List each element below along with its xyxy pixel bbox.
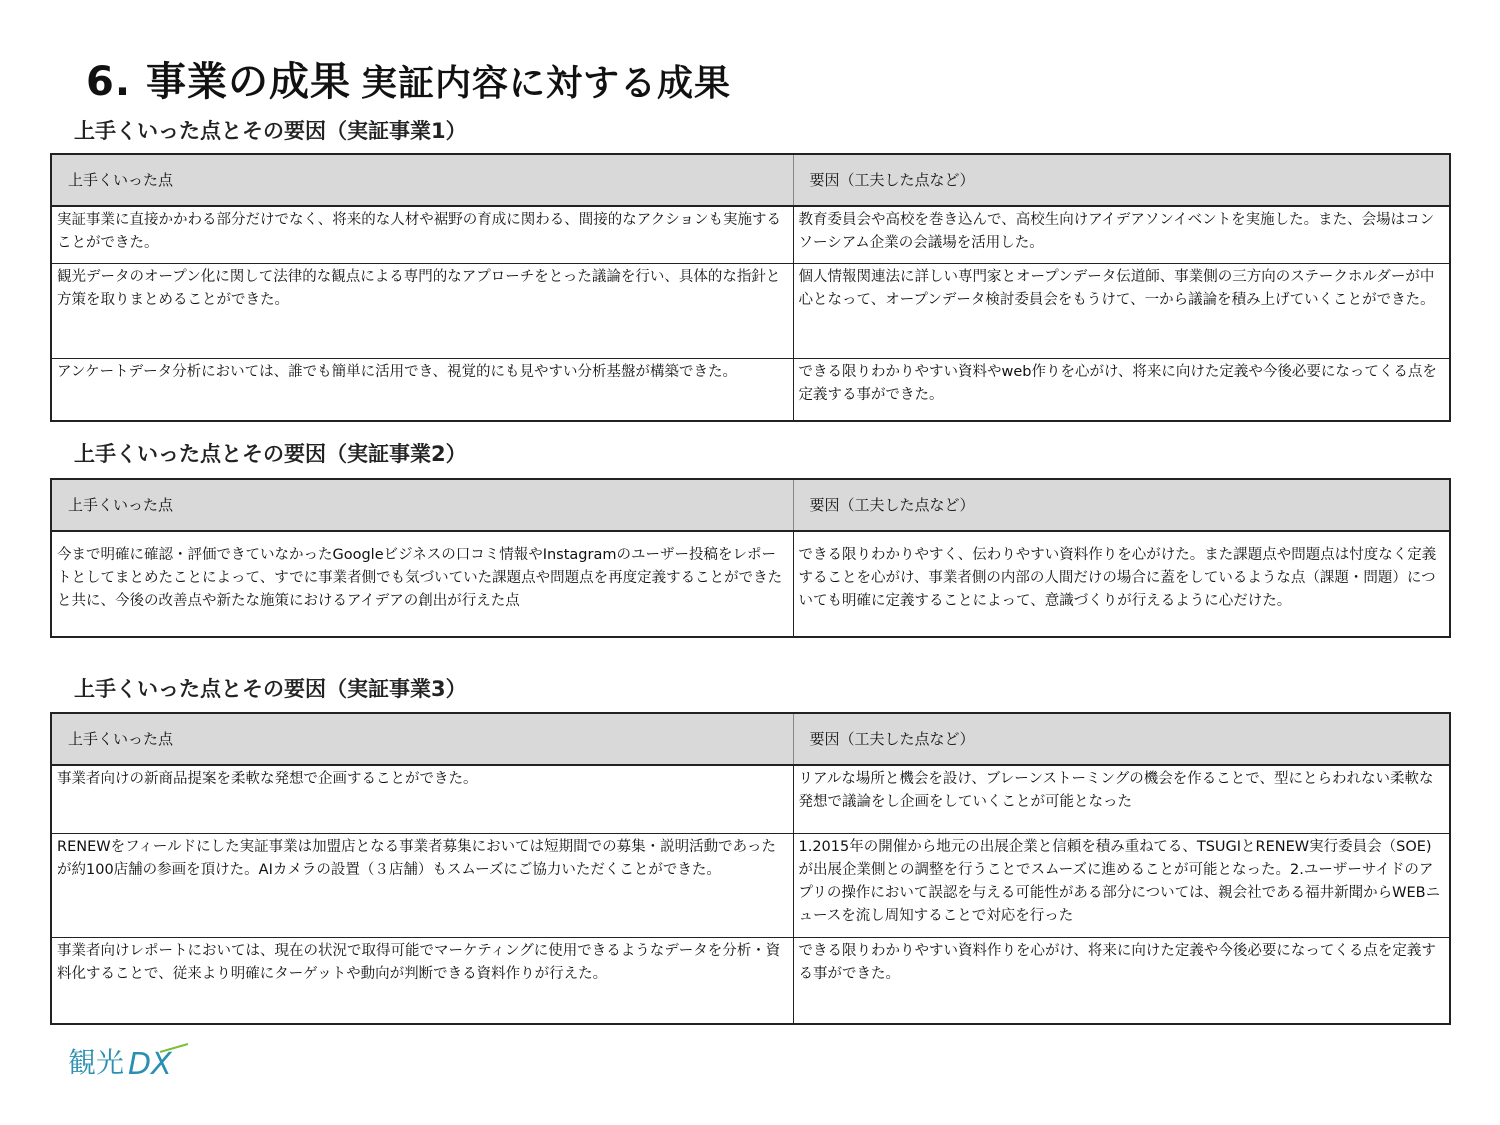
cell-point: 観光データのオープン化に関して法律的な観点による専門的なアプローチをとった議論を行い、具体的な指針と方策を取りまとめることができた。 [51, 263, 793, 358]
cell-factor: 教育委員会や高校を巻き込んで、高校生向けアイデアソンイベントを実施した。また、会場はコンソーシアム企業の会議場を活用した。 [793, 206, 1450, 263]
column-header-point: 上手くいった点 [51, 479, 793, 531]
column-header-factor: 要因（工夫した点など） [793, 154, 1450, 206]
section-heading-3: 上手くいった点とその要因（実証事業3） [74, 677, 467, 701]
cell-factor: できる限りわかりやすい資料作りを心がけ、将来に向けた定義や今後必要になってくる点を定義する事ができた。 [793, 937, 1450, 1024]
cell-factor: 個人情報関連法に詳しい専門家とオープンデータ伝道師、事業側の三方向のステークホルダーが中心となって、オープンデータ検討委員会をもうけて、一から議論を積み上げていくことができた。 [793, 263, 1450, 358]
logo-text-kanko: 観光 [68, 1046, 125, 1079]
page-title-sub: 実証内容に対する成果 [360, 63, 731, 104]
page-title-main: 6. 事業の成果 [86, 59, 351, 105]
section-heading-1: 上手くいった点とその要因（実証事業1） [74, 119, 467, 143]
results-table-2 [50, 478, 1451, 638]
column-header-point: 上手くいった点 [51, 713, 793, 765]
column-header-factor: 要因（工夫した点など） [793, 479, 1450, 531]
cell-point: 事業者向けレポートにおいては、現在の状況で取得可能でマーケティングに使用できるようなデータを分析・資料化することで、従来より明確にターゲットや動向が判断できる資料作りが行えた。 [51, 937, 793, 1024]
table-row [51, 206, 1450, 263]
section-heading-2: 上手くいった点とその要因（実証事業2） [74, 442, 467, 466]
cell-point: アンケートデータ分析においては、誰でも簡単に活用でき、視覚的にも見やすい分析基盤が構築できた。 [51, 358, 793, 421]
table-row [51, 531, 1450, 637]
table-row [51, 833, 1450, 937]
cell-point: 事業者向けの新商品提案を柔軟な発想で企画することができた。 [51, 765, 793, 833]
cell-point: 今まで明確に確認・評価できていなかったGoogleビジネスの口コミ情報やInstagramのユーザー投稿をレポートとしてまとめたことによって、すでに事業者側でも気づいていた課題点や問題点を再度定義することができたと共に、今後の改善点や新たな施策におけるアイデアの創出が行えた点 [51, 531, 793, 637]
table-row [51, 765, 1450, 833]
table-row [51, 263, 1450, 358]
cell-point: RENEWをフィールドにした実証事業は加盟店となる事業者募集においては短期間での募集・説明活動であったが約100店舗の参画を頂けた。AIカメラの設置（３店舗）もスムーズにご協力いただくことができた。 [51, 833, 793, 937]
cell-point: 実証事業に直接かかわる部分だけでなく、将来的な人材や裾野の育成に関わる、間接的なアクションも実施することができた。 [51, 206, 793, 263]
cell-factor: リアルな場所と機会を設け、ブレーンストーミングの機会を作ることで、型にとらわれない柔軟な発想で議論をし企画をしていくことが可能となった [793, 765, 1450, 833]
column-header-factor: 要因（工夫した点など） [793, 713, 1450, 765]
logo-text-dx: DX [128, 1047, 172, 1082]
column-header-point: 上手くいった点 [51, 154, 793, 206]
table-row [51, 937, 1450, 1024]
table-row [51, 358, 1450, 421]
kanko-dx-logo [66, 1040, 196, 1082]
cell-factor: できる限りわかりやすく、伝わりやすい資料作りを心がけた。また課題点や問題点は忖度なく定義することを心がけ、事業者側の内部の人間だけの場合に蓋をしているような点（課題・問題）についても明確に定義することによって、意識づくりが行えるように心だけた。 [793, 531, 1450, 637]
cell-factor: 1.2015年の開催から地元の出展企業と信頼を積み重ねてる、TSUGIとRENEW実行委員会（SOE)が出展企業側との調整を行うことでスムーズに進めることが可能となった。2.ユーザーサイドのアプリの操作において誤認を与える可能性がある部分については、親会社である福井新聞からWEBニュースを流し周知することで対応を行った [793, 833, 1450, 937]
results-table-1 [50, 153, 1451, 422]
cell-factor: できる限りわかりやすい資料やweb作りを心がけ、将来に向けた定義や今後必要になってくる点を定義する事ができた。 [793, 358, 1450, 421]
page-title [86, 50, 731, 107]
results-table-3 [50, 712, 1451, 1025]
